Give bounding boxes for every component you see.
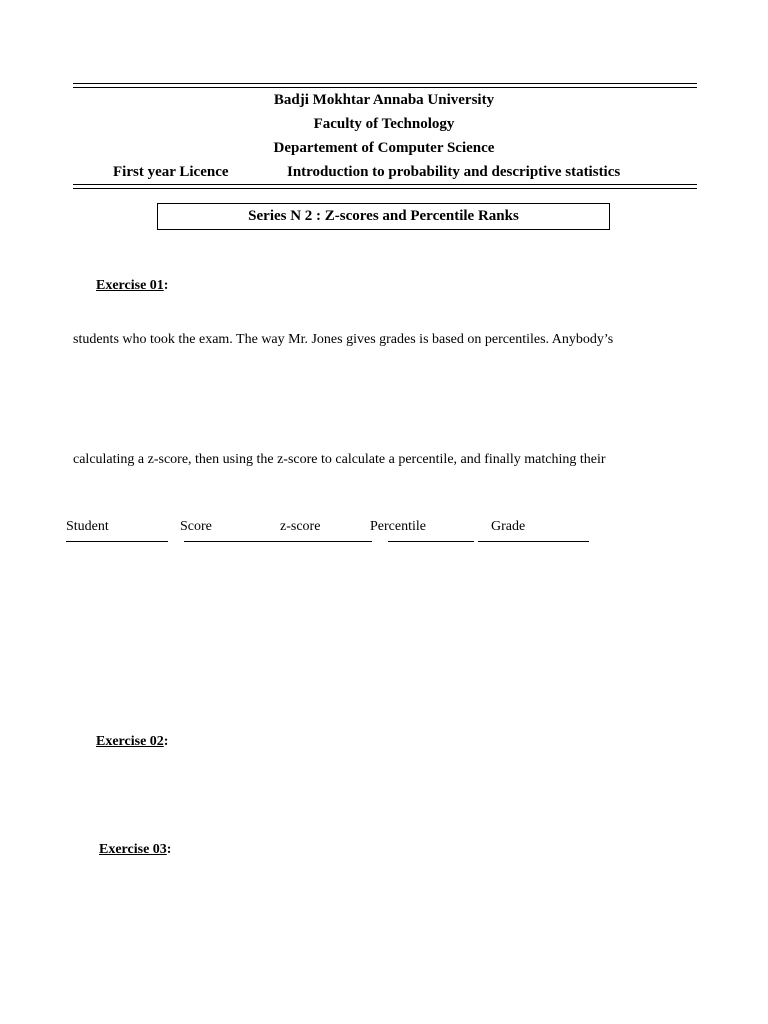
department-name: Departement of Computer Science — [273, 140, 495, 156]
exercise-01-text-line-1: students who took the exam. The way Mr. Jones gives grades is based on percentiles. Anybody’s — [73, 332, 614, 347]
exercise-03-heading — [99, 842, 171, 858]
exercise-02-label: Exercise 02 — [96, 734, 164, 749]
exercise-02-heading — [96, 734, 168, 750]
table-underline-student — [66, 541, 168, 542]
exercise-03-colon: : — [166, 842, 172, 857]
top-rule-1 — [73, 83, 697, 84]
table-underline-grade — [478, 541, 589, 542]
table-header-student: Student — [66, 519, 109, 534]
table-header-grade: Grade — [491, 519, 526, 534]
exercise-03-label: Exercise 03 — [99, 842, 167, 857]
exercise-01-colon: : — [163, 278, 169, 293]
university-name: Badji Mokhtar Annaba University — [273, 92, 495, 108]
exercise-01-heading — [96, 278, 168, 294]
table-underline-percentile — [388, 541, 474, 542]
top-rule-2 — [73, 87, 697, 88]
bottom-rule-1 — [73, 184, 697, 185]
exercise-02-colon: : — [163, 734, 169, 749]
table-header-score: Score — [180, 519, 212, 534]
table-underline-score — [184, 541, 372, 542]
table-header-percentile: Percentile — [370, 519, 426, 534]
exercise-01-label: Exercise 01 — [96, 278, 164, 293]
exercise-01-text-line-2: calculating a z-score, then using the z-score to calculate a percentile, and finally matching their — [73, 452, 606, 467]
series-title: Series N 2 : Z-scores and Percentile Ranks — [248, 208, 519, 224]
faculty-name: Faculty of Technology — [313, 116, 455, 132]
level-label: First year Licence — [113, 164, 229, 180]
bottom-rule-2 — [73, 188, 697, 189]
table-header-z-score: z-score — [280, 519, 321, 534]
series-title-box — [157, 203, 610, 230]
course-title: Introduction to probability and descriptive statistics — [287, 164, 621, 180]
